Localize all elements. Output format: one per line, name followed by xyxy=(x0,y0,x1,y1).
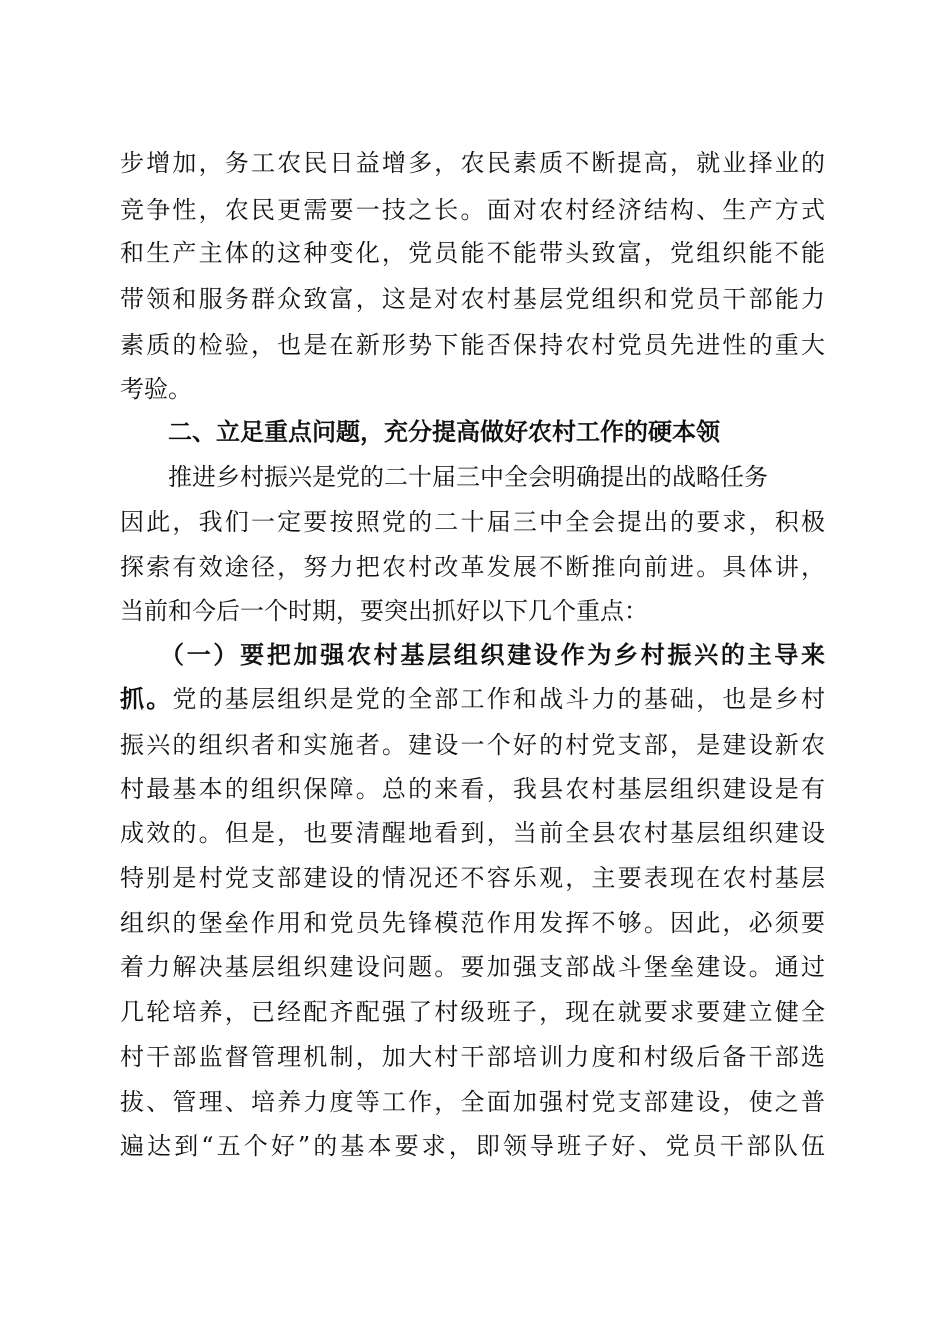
paragraph-3-line-4: 村最基本的组织保障。总的来看，我县农村基层组织建设是有 xyxy=(120,775,825,803)
paragraph-3-line-5: 成效的。但是，也要清醒地看到，当前全县农村基层组织建设 xyxy=(120,819,825,847)
paragraph-2-line-1: 推进乡村振兴是党的二十届三中全会明确提出的战略任务 xyxy=(168,463,768,491)
paragraph-3-lead-line: （一）要把加强农村基层组织建设作为乡村振兴的主导来 xyxy=(160,640,825,669)
paragraph-2-line-2: 因此，我们一定要按照党的二十届三中全会提出的要求，积极 xyxy=(120,508,825,536)
paragraph-1-line-2: 竞争性，农民更需要一技之长。面对农村经济结构、生产方式 xyxy=(120,196,825,224)
paragraph-3-line-11: 拔、管理、培养力度等工作，全面加强村党支部建设，使之普 xyxy=(120,1088,825,1116)
paragraph-3-lead-end: 抓。 xyxy=(120,684,173,713)
paragraph-1-line-3: 和生产主体的这种变化，党员能不能带头致富，党组织能不能 xyxy=(120,239,825,267)
paragraph-2-line-4: 当前和今后一个时期，要突出抓好以下几个重点： xyxy=(120,597,648,625)
paragraph-3-line-2 xyxy=(120,684,825,714)
paragraph-3-line-8: 着力解决基层组织建设问题。要加强支部战斗堡垒建设。通过 xyxy=(120,953,825,981)
paragraph-1-line-5: 素质的检验，也是在新形势下能否保持农村党员先进性的重大 xyxy=(120,331,825,359)
paragraph-3-line-9: 几轮培养，已经配齐配强了村级班子，现在就要求要建立健全 xyxy=(120,998,825,1026)
paragraph-1-line-1: 步增加，务工农民日益增多，农民素质不断提高，就业择业的 xyxy=(120,149,825,177)
paragraph-3-line-7: 组织的堡垒作用和党员先锋模范作用发挥不够。因此，必须要 xyxy=(120,909,825,937)
paragraph-3-line-6: 特别是村党支部建设的情况还不容乐观，主要表现在农村基层 xyxy=(120,864,825,892)
paragraph-1-line-4: 带领和服务群众致富，这是对农村基层党组织和党员干部能力 xyxy=(120,285,825,313)
paragraph-3-line-12: 遍达到“五个好”的基本要求，即领导班子好、党员干部队伍 xyxy=(120,1132,825,1160)
paragraph-3-line-3: 振兴的组织者和实施者。建设一个好的村党支部，是建设新农 xyxy=(120,731,825,759)
paragraph-2-line-3: 探索有效途径，努力把农村改革发展不断推向前进。具体讲， xyxy=(120,553,825,581)
paragraph-3-line-10: 村干部监督管理机制，加大村干部培训力度和村级后备干部选 xyxy=(120,1043,825,1071)
paragraph-1-line-6: 考验。 xyxy=(120,375,192,403)
paragraph-3-line-2-text: 党的基层组织是党的全部工作和战斗力的基础，也是乡村 xyxy=(172,685,826,713)
section-heading: 二、立足重点问题，充分提高做好农村工作的硬本领 xyxy=(168,417,720,446)
